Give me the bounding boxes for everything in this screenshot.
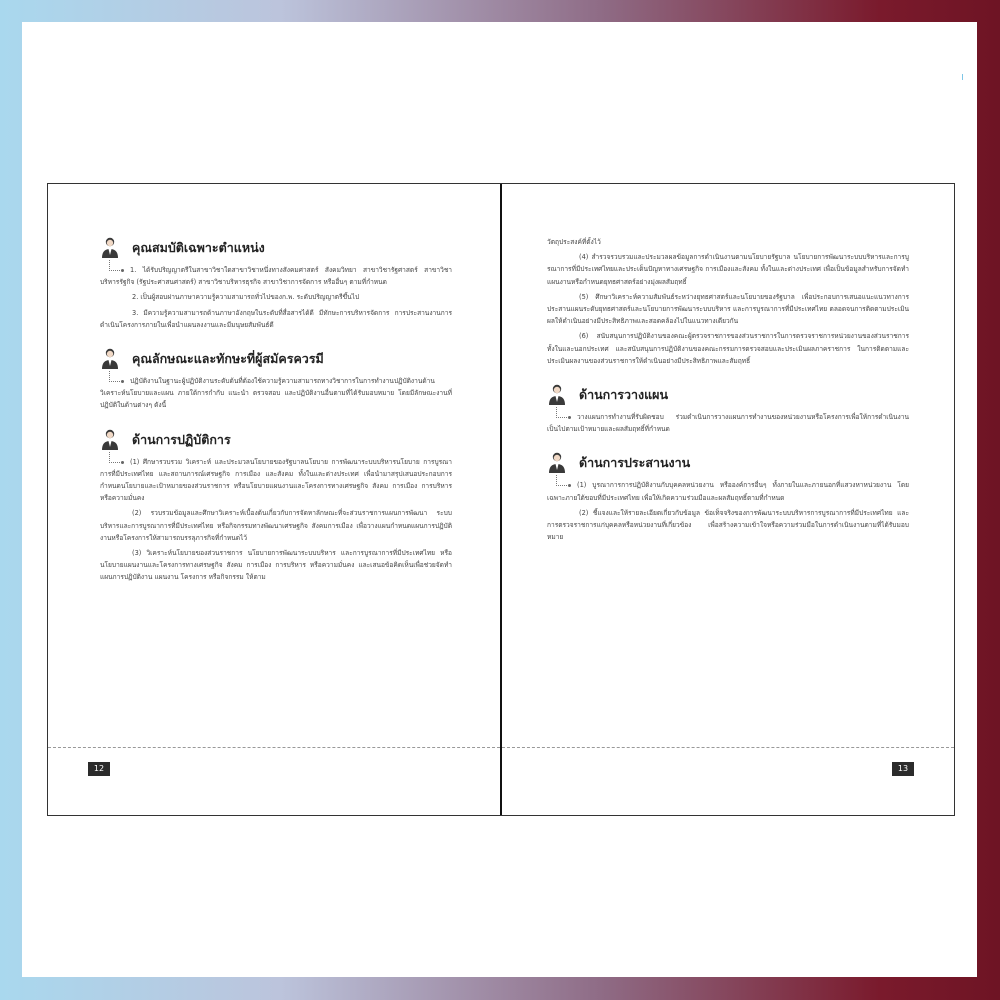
section-desired-traits <box>100 345 452 412</box>
left-page <box>48 184 500 815</box>
paragraph: วางแผนการทำงานที่รับผิดชอบ ร่วมดำเนินการวางแผนการทำงานของหน่วยงานหรือโครงการเพื่อให้การดำเนินงานเป็นไปตามเป้าหมายและผลสัมฤทธิ์ที่กำหนด <box>547 413 909 434</box>
bullet-connector <box>556 407 567 418</box>
section-planning <box>547 381 909 435</box>
paragraph: (4) สำรวจรวบรวมและประมวลผลข้อมูลการดำเนินงานตามนโยบายรัฐบาล นโยบายการพัฒนาระบบบริหารและการบูรณาการที่มีประเทศไทยและประเด็นปัญหาทางเศรษฐกิจ การเมืองและสังคม ทั้งในและต่างประเทศ เพื่อเป็นข้อมูลสำหรับการจัดทำแผนงานหรือกำหนดยุทธศาสตร์อย่างมุ่งผลสัมฤทธิ์ <box>547 253 909 286</box>
paragraph: 1. ได้รับปริญญาตรีในสาขาวิชาใดสาขาวิชาหนึ่งทางสังคมศาสตร์ สังคมวิทยา สาขาวิชารัฐศาสตร์ สาขาวิชาบริหารรัฐกิจ (รัฐประศาสนศาสตร์) สาขาวิชาบริหารธุรกิจ สาขาวิชาการจัดการ หรืออื่นๆ ตามที่กำหนด <box>100 266 452 287</box>
book-spread <box>47 183 955 816</box>
person-icon <box>100 236 120 260</box>
footer-divider <box>48 747 500 748</box>
section-heading: ด้านการประสานงาน <box>579 455 691 471</box>
page-background <box>22 22 977 977</box>
page-number: 12 <box>88 762 110 776</box>
paragraph: (3) วิเคราะห์นโยบายของส่วนราชการ นโยบายการพัฒนาระบบบริหาร และการบูรณาการที่มีประเทศไทย หรือนโยบายแผนงานและโครงการทางเศรษฐกิจ สังคม การเมือง การบริหาร หรือความมั่นคง และเสนอข้อคิดเห็นเพื่อช่วยจัดทำแผนการปฏิบัติงาน แผนงาน โครงการ หรือกิจกรรม ให้ตาม <box>100 549 452 582</box>
paragraph: (1) ศึกษารวบรวม วิเคราะห์ และประมวลนโยบายของรัฐบาลนโยบาย การพัฒนาระบบบริหารนโยบาย การบูรณาการที่มีประเทศไทย และสถานการณ์เศรษฐกิจ การเมือง และสังคม ทั้งในและต่างประเทศ เพื่อนำมาสรุปเสนอประกอบการกำหนดนโยบายและเป้าหมายของส่วนราชการ หรือนโยบายแผนงานและโครงการทางเศรษฐกิจ สังคม การเมือง การบริหาร หรือความมั่นคง <box>100 457 452 503</box>
paragraph: ปฏิบัติงานในฐานะผู้ปฏิบัติงานระดับต้นที่ต้องใช้ความรู้ความสามารถทางวิชาการในการทำงานปฏิบัติงานด้านวิเคราะห์นโยบายและแผน ภายใต้การกำกับ แนะนำ ตรวจสอบ และปฏิบัติงานอื่นตามที่ได้รับมอบหมาย โดยมีลักษณะงานที่ปฏิบัติในด้านต่างๆ ดังนี้ <box>100 377 452 410</box>
section-operations <box>100 426 452 584</box>
section-coordination <box>547 449 909 543</box>
section-heading: คุณลักษณะและทักษะที่ผู้สมัครควรมี <box>132 351 324 367</box>
person-icon <box>547 383 567 407</box>
footer-divider <box>502 747 954 748</box>
person-icon <box>100 347 120 371</box>
paragraph-continuation: วัตถุประสงค์ที่ตั้งไว้ <box>547 238 601 246</box>
page-number: 13 <box>892 762 914 776</box>
section-heading: ด้านการวางแผน <box>579 387 669 403</box>
paragraph: (6) สนับสนุนการปฏิบัติงานของคณะผู้ตรวจราชการของส่วนราชการในการตรวจราชการหน่วยงานของส่วนราชการทั้งในและนอกประเทศ และสนับสนุนการปฏิบัติงานของคณะกรรมการตรวจสอบและประเมินผลภาคราชการ ในการติดตามและประเมินผลงานของส่วนราชการให้ดำเนินอย่างมีประสิทธิภาพและสัมฤทธิ์ <box>547 332 909 365</box>
person-icon <box>100 428 120 452</box>
paragraph: (2) รวบรวมข้อมูลและศึกษาวิเคราะห์เบื้องต้นเกี่ยวกับการจัดหาลักษณะที่จะส่วนราชการแผนการพัฒนา ระบบบริหารและการบูรณาการที่มีประเทศไทย หรือกิจกรรมทางพัฒนาเศรษฐกิจ สังคมการเมือง เพื่อวางแผนกำหนดแผนการปฏิบัติงานหรือโครงการให้สามารถบรรลุภารกิจที่กำหนดไว้ <box>100 509 452 542</box>
paragraph: (5) ศึกษาวิเคราะห์ความสัมพันธ์ระหว่างยุทธศาสตร์และนโยบายของรัฐบาล เพื่อประกอบการเสนอแนะแนวทางการประสานแผนระดับยุทธศาสตร์และนโยบายการพัฒนาระบบบริหาร และการบูรณาการที่มีประเทศไทย ตลอดจนการติดตามประเมินผลให้ดำเนินอย่างมีประสิทธิภาพและสอดคล้องไปในแนวทางเดียวกัน <box>547 292 909 326</box>
bullet-connector <box>109 452 120 463</box>
paragraph: (2) ชี้แจงและให้รายละเอียดเกี่ยวกับข้อมูล ข้อเท็จจริงของการพัฒนาระบบบริหารการบูรณาการที่มีประเทศไทย และการตรวจราชการแก่บุคคลหรือหน่วยงานที่เกี่ยวข้อง เพื่อสร้างความเข้าใจหรือความร่วมมือในการดำเนินงานตามที่ได้รับมอบหมาย <box>547 508 909 542</box>
bullet-connector <box>109 260 120 271</box>
section-position-qualifications <box>100 234 452 331</box>
right-page <box>502 184 954 815</box>
person-icon <box>547 451 567 475</box>
section-heading: คุณสมบัติเฉพาะตำแหน่ง <box>132 240 265 255</box>
bullet-connector <box>109 371 120 382</box>
corner-mark <box>962 74 963 80</box>
paragraph: 2. เป็นผู้สอบผ่านภาษาความรู้ความสามารถทั่วไปของก.พ. ระดับปริญญาตรีขึ้นไป <box>132 293 360 302</box>
paragraph: (1) บูรณาการการปฏิบัติงานกับบุคคลหน่วยงาน หรือองค์การอื่นๆ ทั้งภายในและภายนอกที่แสวงหาหน่วยงาน โดยเฉพาะภายใต้ขอบที่มีประเทศไทย เพื่อให้เกิดความร่วมมือและผลสัมฤทธิ์ตามที่กำหนด <box>547 481 909 502</box>
section-heading: ด้านการปฏิบัติการ <box>132 431 231 447</box>
paragraph: 3. มีความรู้ความสามารถด้านภาษาอังกฤษในระดับที่สื่อสารได้ดี มีทักษะการบริหารจัดการ การประสานงานการดำเนินโครงการภายในเพื่อนำแผนลงงานและมีมนุษยสัมพันธ์ดี <box>100 308 452 329</box>
bullet-connector <box>556 475 567 486</box>
